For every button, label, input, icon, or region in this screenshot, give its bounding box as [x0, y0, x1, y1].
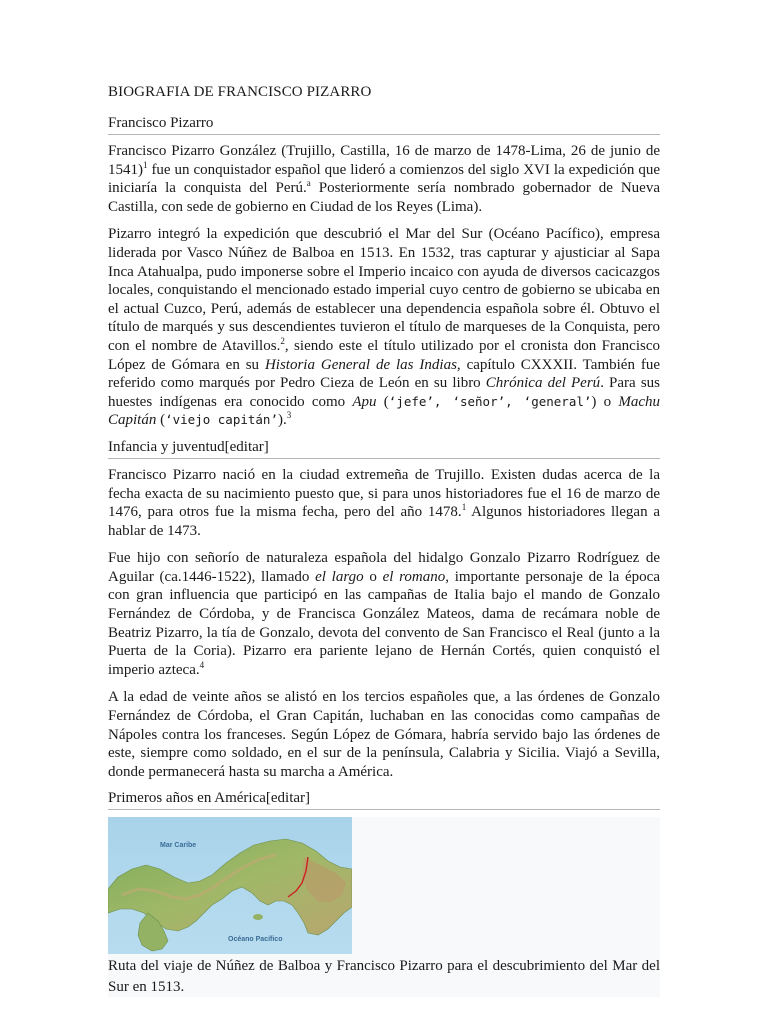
document-page: [108, 84, 660, 997]
label-oceano-pacifico: Océano Pacífico: [228, 936, 283, 944]
infancia-paragraph-2: Fue hijo con señorío de naturaleza española del hidalgo Gonzalo Pizarro Rodríguez de Aguilar (ca.1446-1522), llamado el largo o el romano, importante personaje de la época con gran influencia que participó en las campañas de Italia bajo el mando de Gonzalo Fernández de Córdoba, y de Francisca González Mateos, dama de recámara noble de Beatriz Pizarro, la tía de Gonzalo, devota del convento de San Francisco el Real (junto a la Puerta de la Coria). Pizarro era pariente lejano de Hernán Cortés, quien conquistó el imperio azteca.$^4$: [108, 550, 660, 678]
footnote-ref[interactable]: 4: [199, 659, 205, 670]
footnote-ref[interactable]: 1: [461, 502, 467, 513]
footnote-ref[interactable]: 1: [143, 159, 148, 170]
footnote-ref[interactable]: 3: [286, 410, 292, 421]
section-heading-infancia: Infancia y juventud[editar]: [108, 439, 660, 459]
infancia-paragraph-1: Francisco Pizarro nació en la ciudad extremeña de Trujillo. Existen dudas acerca de la fecha exacta de su nacimiento puesto que, si para unos historiadores fue el 16 de marzo de 1476, para otros fue la misma fecha, pero del año 1478.$^1$ Algunos historiadores llegan a hablar de 1473.: [108, 466, 661, 539]
intro-paragraph-1: Francisco Pizarro González (Trujillo, Castilla, 16 de marzo de 1478-Lima, 26 de junio de 1541)$^1$ fue un conquistador español que lideró a comienzos del siglo XVI la expedición que iniciaría la conquista del Perú.$^a$ Posteriormente sería nombrado gobernador de Nueva Castilla, con sede de gobierno en Ciudad de los Reyes (Lima).: [108, 143, 661, 215]
island-land: [253, 914, 263, 920]
intro-paragraph-2: Pizarro integró la expedición que descubrió el Mar del Sur (Océano Pacífico), empresa liderada por Vasco Núñez de Balboa en 1513. En 1532, tras capturar y ajusticiar al Sapa Inca Atahualpa, pudo imponerse sobre el Imperio incaico con ayuda de diversos cacicazgos locales, conquistando el mencionado estado imperial cuyo centro de gobierno se ubicaba en el actual Cuzco, Perú, además de establecer una dependencia española sobre él. Obtuvo el título de marqués y sus descendientes tuvieron el título de marqueses de la Conquista, pero con el nombre de Atavillos.$^2$, siendo este el título utilizado por el cronista don Francisco López de Gómara en su Historia General de las Indias, capítulo CXXXII. También fue referido como marqués por Pedro Cieza de León en su libro Chrónica del Perú. Para sus huestes indígenas era conocido como Apu (‘jefe’, ‘señor’, ‘general’) o Machu Capitán (‘viejo capitán’).$^3$: [108, 226, 661, 429]
panama-map-image: [108, 817, 352, 954]
footnote-ref[interactable]: a: [306, 178, 311, 189]
section-heading-intro: Francisco Pizarro: [108, 115, 660, 135]
label-mar-caribe: Mar Caribe: [160, 842, 197, 850]
infancia-paragraph-3: A la edad de veinte años se alistó en los tercios españoles que, a las órdenes de Gonzalo Fernández de Córdoba, el Gran Capitán, luchaban en las conocidas como campañas de Nápoles contra los franceses. Según López de Gómara, habría servido bajo las órdenes de este, siempre como soldado, en el sur de la península, Calabria y Sicilia. Viajó a Sevilla, donde permanecerá hasta su marcha a América.: [108, 689, 660, 780]
footnote-ref[interactable]: 2: [280, 335, 285, 346]
figure-caption: Ruta del viaje de Núñez de Balboa y Francisco Pizarro para el descubrimiento del Mar del Sur en 1513.: [108, 958, 660, 996]
map-figure: [108, 817, 660, 997]
document-title: BIOGRAFIA DE FRANCISCO PIZARRO: [108, 84, 372, 100]
section-heading-america: Primeros años en América[editar]: [108, 790, 660, 810]
